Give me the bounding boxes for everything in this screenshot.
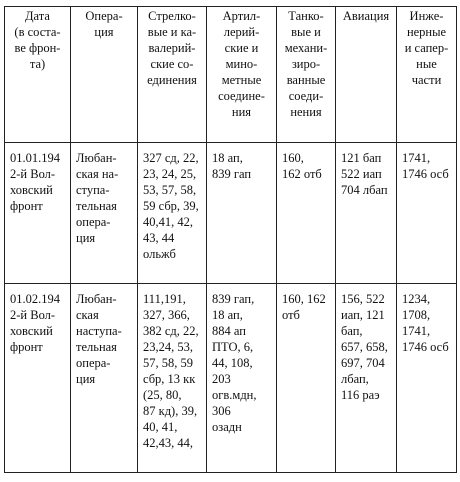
cell-date: 01.02.194 2-й Вол- ховский фронт xyxy=(5,284,71,473)
cell-rifle-cavalry: 327 сд, 22, 23, 24, 25, 53, 57, 58, 59 сбр, 39, 40,41, 42, 43, 44 ольжб xyxy=(138,143,207,284)
cell-engineer: 1234, 1708, 1741, 1746 осб xyxy=(397,284,457,473)
cell-engineer: 1741, 1746 осб xyxy=(397,143,457,284)
cell-operation: Любан- ская наступа- тельная опера- ция xyxy=(71,284,138,473)
cell-artillery: 839 гап, 18 ап, 884 ап ПТО, 6, 44, 108, 203 огв.мдн, 306 озадн xyxy=(207,284,277,473)
header-row xyxy=(5,7,457,143)
cell-artillery: 18 ап, 839 гап xyxy=(207,143,277,284)
header-date: Дата (в соста- ве фрон- та) xyxy=(5,7,71,143)
header-rifle-cavalry: Стрелко- вые и ка- валерий- ские со- единения xyxy=(138,7,207,143)
header-tank: Танко- вые и механи- зиро- ванные соеди- нения xyxy=(277,7,336,143)
header-artillery: Артил- лерий- ские и мино- метные соедине- ния xyxy=(207,7,277,143)
cell-aviation: 156, 522 иап, 121 бап, 657, 658, 697, 704 лбап, 116 раэ xyxy=(336,284,397,473)
cell-aviation: 121 бап 522 иап 704 лбап xyxy=(336,143,397,284)
cell-date: 01.01.194 2-й Вол- ховский фронт xyxy=(5,143,71,284)
cell-rifle-cavalry: 111,191, 327, 366, 382 сд, 22, 23,24, 53, 57, 58, 59 сбр, 13 кк (25, 80, 87 кд), 39, 40, 41, 42,43, 44, xyxy=(138,284,207,473)
cell-tank: 160, 162 отб xyxy=(277,284,336,473)
operations-table xyxy=(4,6,457,473)
header-engineer: Инже- нерные и сапер- ные части xyxy=(397,7,457,143)
cell-operation: Любан- ская на- ступа- тельная опера- ция xyxy=(71,143,138,284)
table-row xyxy=(5,143,457,284)
header-aviation: Авиация xyxy=(336,7,397,143)
cell-tank: 160, 162 отб xyxy=(277,143,336,284)
table-row xyxy=(5,284,457,473)
header-operation: Опера- ция xyxy=(71,7,138,143)
